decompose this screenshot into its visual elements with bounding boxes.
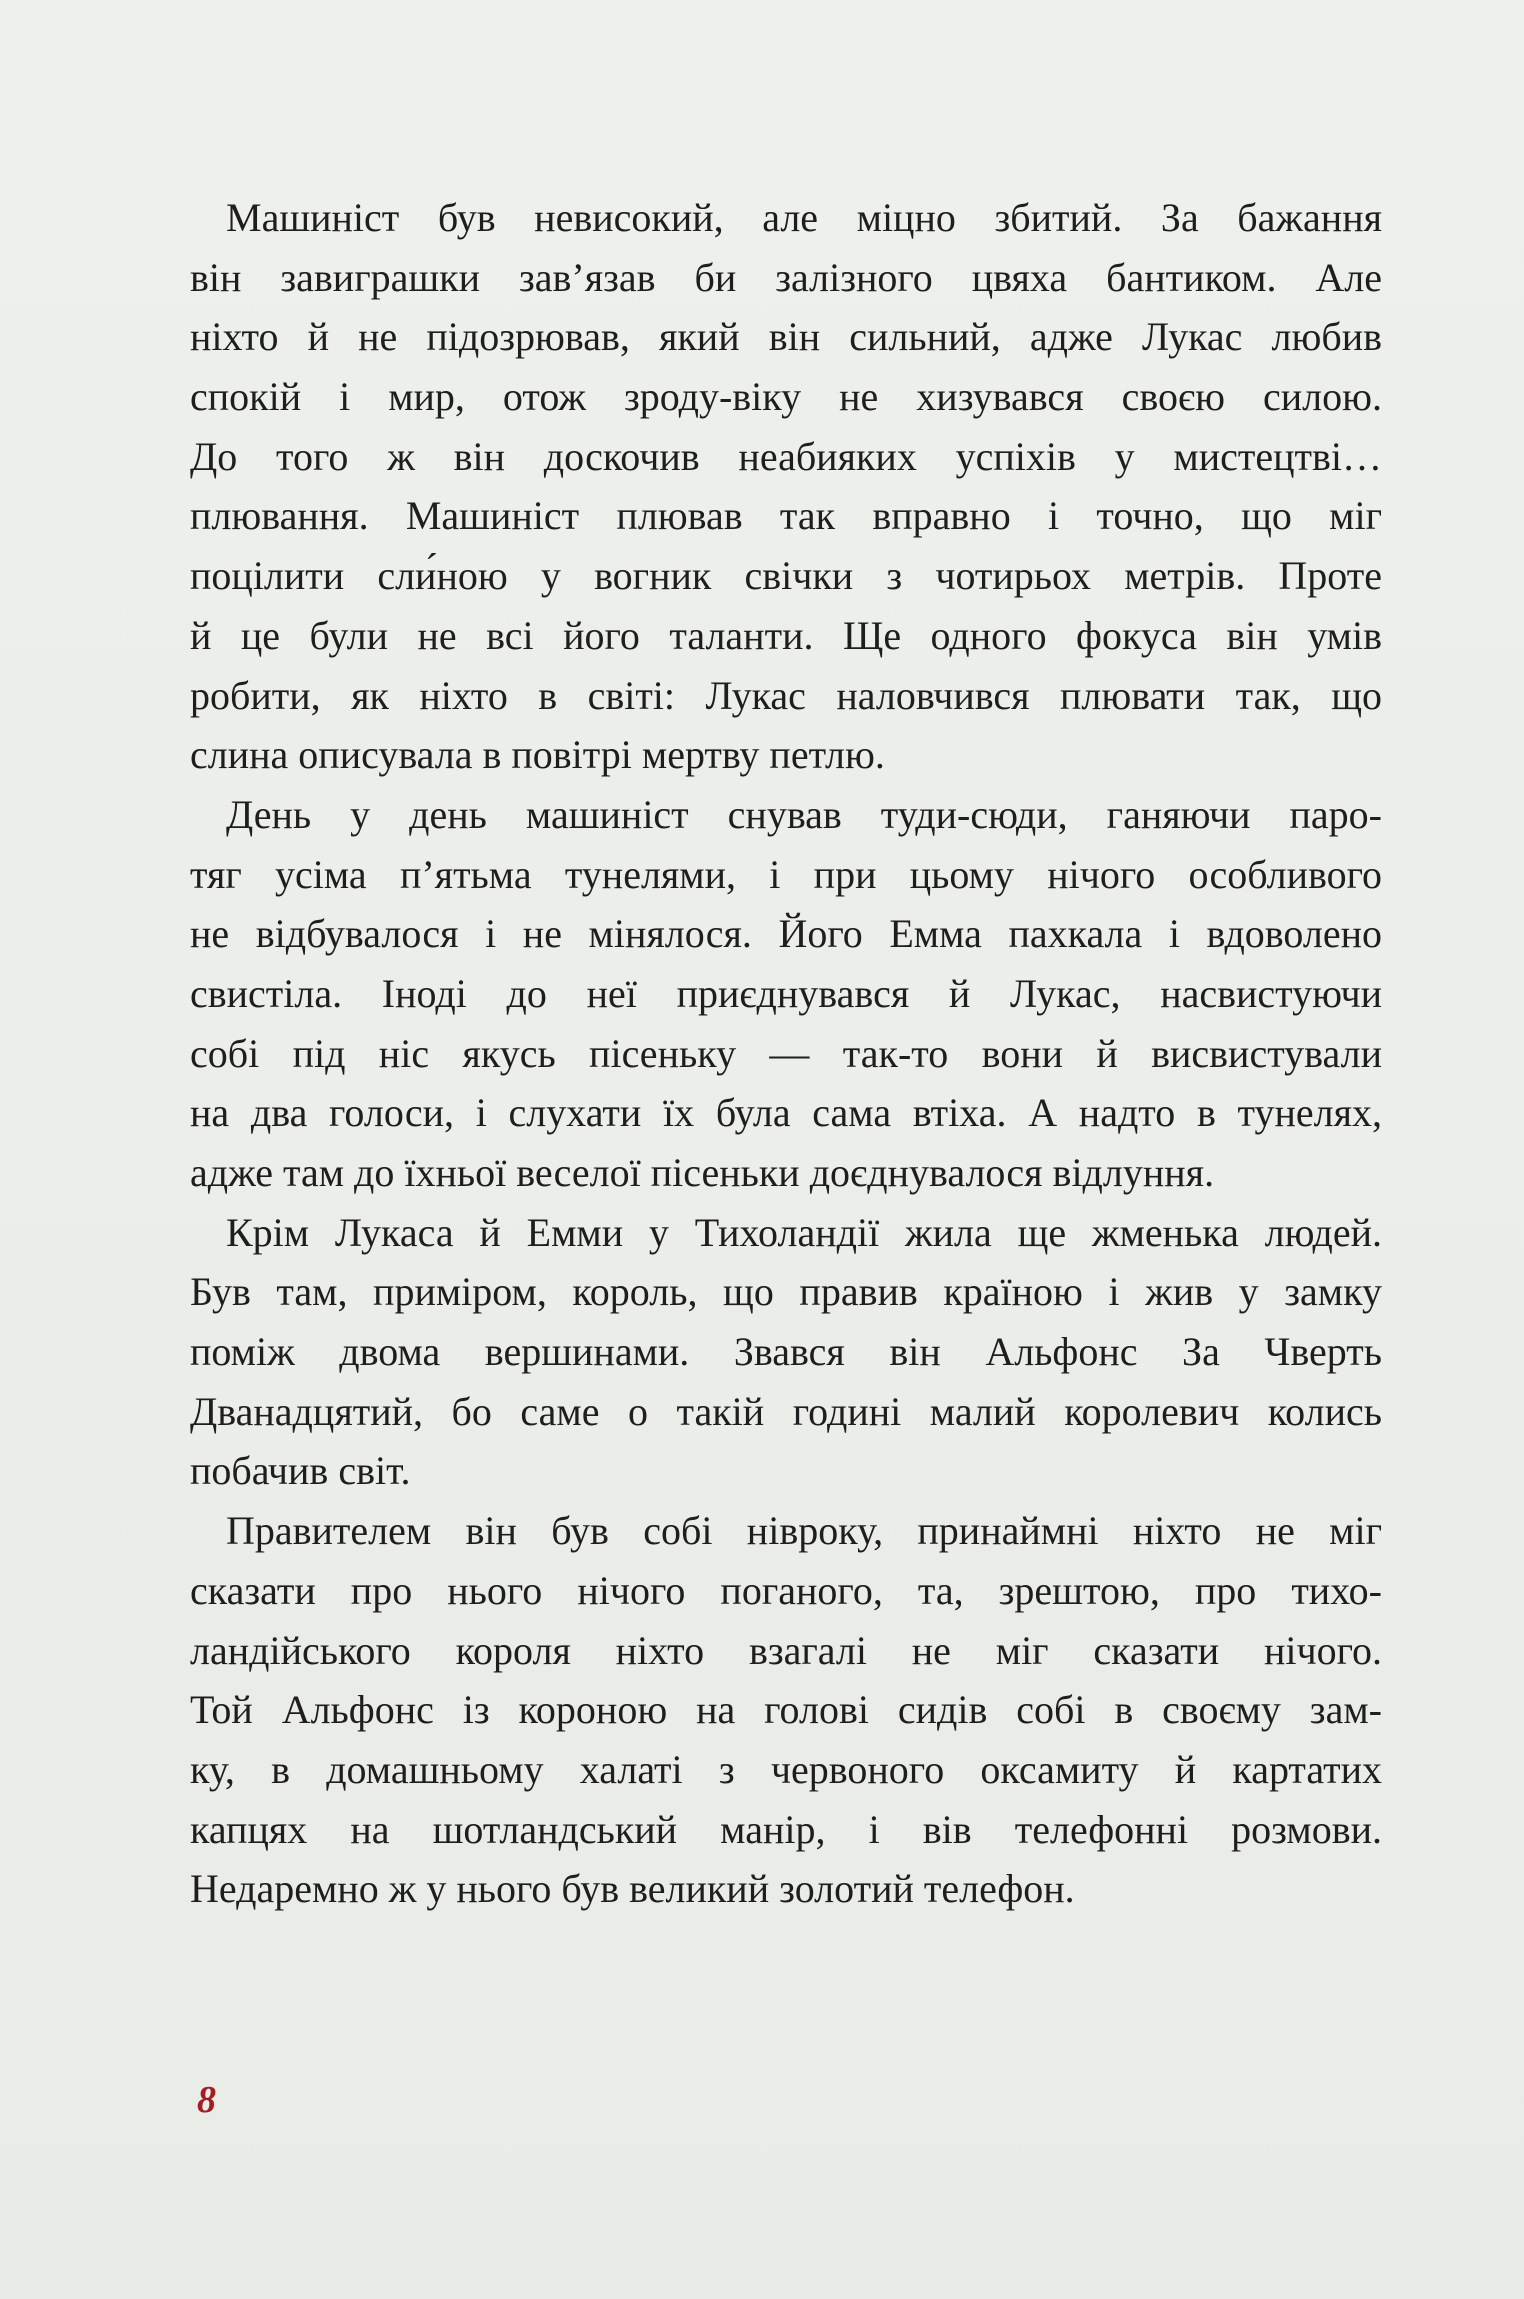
text-line: плювання. Машиніст плював так вправно і точно, що міг	[190, 493, 1382, 539]
text-line: Правителем він був собі нівроку, принаймні ніхто не міг	[226, 1508, 1382, 1554]
text-line: не відбувалося і не мінялося. Його Емма пахкала і вдоволено	[190, 911, 1382, 957]
text-line: й це були не всі його таланти. Ще одного фокуса він умів	[190, 612, 1382, 658]
body-text	[190, 188, 1382, 1919]
text-line: сказати про нього нічого поганого, та, зрештою, про тихо-	[190, 1567, 1382, 1613]
paragraph-1	[190, 188, 1382, 785]
text-line: Машиніст був невисокий, але міцно збитий. За бажання	[226, 195, 1382, 240]
text-line: ландійського короля ніхто взагалі не міг сказати нічого.	[190, 1627, 1382, 1673]
text-line: Був там, приміром, король, що правив країною і жив у замку	[190, 1269, 1382, 1315]
paragraph-3	[190, 1203, 1382, 1501]
text-line: поміж двома вершинами. Звався він Альфонс За Чверть	[190, 1329, 1382, 1375]
paragraph-4	[190, 1501, 1382, 1919]
text-line: він завиграшки зав’язав би залізного цвяха бантиком. Але	[190, 254, 1382, 300]
text-line: свистіла. Іноді до неї приєднувався й Лукас, насвистуючи	[190, 970, 1382, 1016]
text-line: ніхто й не підозрював, який він сильний, адже Лукас любив	[190, 314, 1382, 360]
text-line: тяг усіма п’ятьма тунелями, і при цьому нічого особливого	[190, 851, 1382, 897]
text-line: на два голоси, і слухати їх була сама втіха. А надто в тунелях,	[190, 1090, 1382, 1136]
text-line: До того ж він доскочив неабияких успіхів у мистецтві…	[190, 433, 1382, 479]
page-number: 8	[197, 2079, 216, 2121]
text-line: Крім Лукаса й Емми у Тихоландії жила ще жменька людей.	[226, 1209, 1382, 1255]
text-line: Недаремно ж у нього був великий золотий телефон.	[190, 1866, 1075, 1912]
text-line: спокій і мир, отож зроду-віку не хизувався своєю силою.	[190, 374, 1382, 420]
text-line: поцілити сли́ною у вогник свічки з чотирьох метрів. Проте	[190, 553, 1382, 599]
text-line: побачив світ.	[190, 1448, 411, 1494]
text-line: слина описувала в повітрі мертву петлю.	[190, 732, 885, 778]
text-line: Той Альфонс із короною на голові сидів собі в своєму зам-	[190, 1687, 1382, 1733]
text-line: собі під ніс якусь пісеньку — так-то вони й висвистували	[190, 1030, 1382, 1076]
text-line: адже там до їхньої веселої пісеньки доєднувалося відлуння.	[190, 1150, 1215, 1195]
text-line: робити, як ніхто в світі: Лукас наловчився плювати так, що	[190, 672, 1382, 718]
text-line: ку, в домашньому халаті з червоного оксамиту й картатих	[190, 1746, 1382, 1792]
text-line: День у день машиніст снував туди-сюди, ганяючи паро-	[226, 791, 1382, 837]
text-line: Дванадцятий, бо саме о такій годині малий королевич колись	[190, 1388, 1382, 1434]
text-line: капцях на шотландський манір, і вів телефонні розмови.	[190, 1806, 1382, 1852]
paragraph-2	[190, 785, 1382, 1203]
